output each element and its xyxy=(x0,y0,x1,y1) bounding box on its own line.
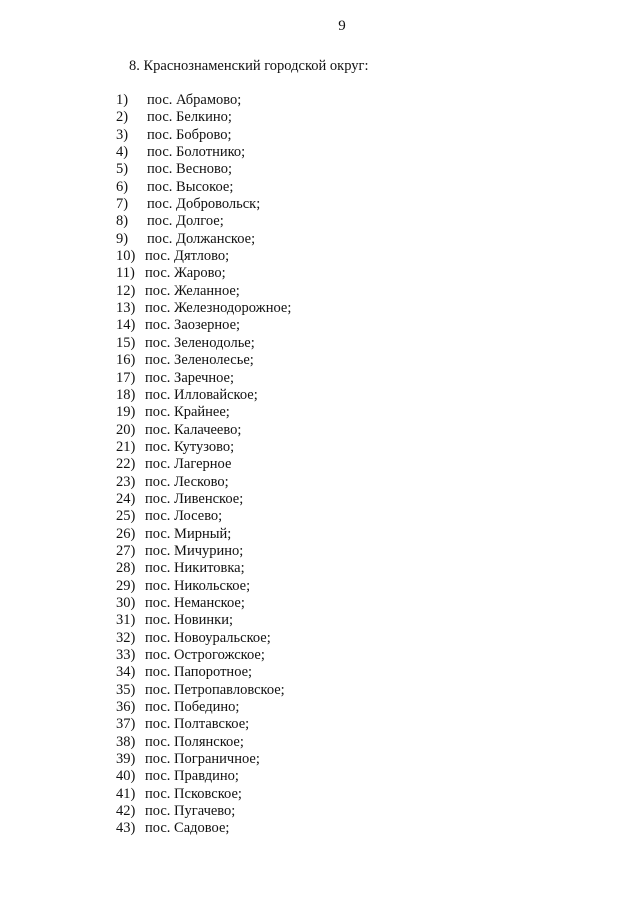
list-item-number: 14) xyxy=(116,317,136,334)
list-item-number: 22) xyxy=(116,456,136,473)
list-item xyxy=(116,422,291,439)
list-item-text: пос. Железнодорожное; xyxy=(145,300,292,317)
list-item xyxy=(116,387,291,404)
list-item xyxy=(116,283,291,300)
list-item-text: пос. Жарово; xyxy=(145,265,226,282)
list-item-text: пос. Ливенское; xyxy=(145,490,244,507)
list-item-number: 7) xyxy=(116,196,129,213)
list-item-text: пос. Новоуральское; xyxy=(145,629,271,646)
list-item-number: 35) xyxy=(116,681,136,698)
list-item xyxy=(116,768,291,785)
list-item-number: 6) xyxy=(116,178,129,195)
list-item-number: 11) xyxy=(116,265,135,282)
list-item-number: 18) xyxy=(116,386,136,403)
list-item xyxy=(116,248,291,265)
list-item-number: 39) xyxy=(116,751,136,768)
list-item-text: пос. Весново; xyxy=(147,161,232,178)
list-item-text: пос. Добровольск; xyxy=(147,196,261,213)
list-item-text: пос. Высокое; xyxy=(147,178,234,195)
list-item-text: пос. Острогожское; xyxy=(145,647,265,663)
list-item-number: 2) xyxy=(116,109,129,126)
list-item xyxy=(116,370,291,387)
list-item-number: 23) xyxy=(116,473,136,490)
list-item xyxy=(116,578,291,595)
list-item-text: пос. Неманское; xyxy=(145,594,245,611)
list-item-number: 32) xyxy=(116,629,136,646)
list-item-number: 29) xyxy=(116,577,136,594)
list-item xyxy=(116,196,291,213)
list-item xyxy=(116,144,291,161)
list-item-text: пос. Никитовка; xyxy=(145,560,245,577)
list-item-text: пос. Пограничное; xyxy=(145,751,260,768)
list-item-text: пос. Кутузово; xyxy=(145,438,235,455)
list-item xyxy=(116,265,291,282)
list-item xyxy=(116,231,291,248)
list-item-text: пос. Дятлово; xyxy=(145,248,230,265)
list-item-text: пос. Абрамово; xyxy=(147,92,242,108)
list-item-text: пос. Садовое; xyxy=(145,820,230,837)
list-item xyxy=(116,612,291,629)
list-item xyxy=(116,803,291,820)
list-item xyxy=(116,664,291,681)
list-item xyxy=(116,352,291,369)
list-item-number: 4) xyxy=(116,144,129,161)
list-item-text: пос. Папоротное; xyxy=(145,664,253,681)
list-item xyxy=(116,560,291,577)
list-item xyxy=(116,335,291,352)
page-number: 9 xyxy=(338,18,346,34)
list-item xyxy=(116,647,291,664)
list-item-number: 17) xyxy=(116,369,136,386)
list-item-text: пос. Заречное; xyxy=(145,369,235,386)
list-item-text: пос. Долгое; xyxy=(147,213,224,230)
list-item-number: 28) xyxy=(116,560,136,577)
list-item xyxy=(116,161,291,178)
list-item-text: пос. Новинки; xyxy=(145,612,233,629)
list-item xyxy=(116,595,291,612)
list-item xyxy=(116,526,291,543)
list-item-text: пос. Мирный; xyxy=(145,525,232,542)
list-item-text: пос. Никольское; xyxy=(145,577,251,594)
list-item xyxy=(116,682,291,699)
list-item xyxy=(116,439,291,456)
list-item-number: 16) xyxy=(116,352,136,369)
list-item-number: 41) xyxy=(116,785,136,802)
list-item xyxy=(116,751,291,768)
list-item-number: 25) xyxy=(116,508,136,525)
settlement-list xyxy=(116,92,291,838)
list-item-text: пос. Лесково; xyxy=(145,473,229,490)
list-item-number: 30) xyxy=(116,594,136,611)
list-item-number: 10) xyxy=(116,248,136,265)
list-item-number: 42) xyxy=(116,803,136,820)
list-item-text: пос. Полтавское; xyxy=(145,716,250,733)
list-item-text: пос. Правдино; xyxy=(145,768,239,785)
list-item-number: 34) xyxy=(116,664,136,681)
list-item-text: пос. Лагерное xyxy=(145,456,232,473)
list-item-number: 5) xyxy=(116,161,129,178)
list-item-number: 20) xyxy=(116,421,136,438)
list-item xyxy=(116,127,291,144)
list-item xyxy=(116,734,291,751)
list-item xyxy=(116,630,291,647)
list-item xyxy=(116,456,291,473)
list-item-text: пос. Мичурино; xyxy=(145,542,244,559)
list-item-number: 8) xyxy=(116,213,129,230)
list-item xyxy=(116,179,291,196)
list-item-number: 33) xyxy=(116,647,136,663)
list-item-text: пос. Белкино; xyxy=(147,109,232,126)
list-item-text: пос. Пугачево; xyxy=(145,803,236,820)
list-item-number: 19) xyxy=(116,404,136,421)
list-item-text: пос. Боброво; xyxy=(147,126,232,143)
list-item-number: 15) xyxy=(116,334,136,351)
list-item xyxy=(116,109,291,126)
list-item-number: 38) xyxy=(116,733,136,750)
list-item xyxy=(116,699,291,716)
list-item-number: 37) xyxy=(116,716,136,733)
list-item-number: 21) xyxy=(116,438,136,455)
list-item-number: 27) xyxy=(116,542,136,559)
list-item-text: пос. Крайнее; xyxy=(145,404,230,421)
list-item-text: пос. Калачеево; xyxy=(145,421,242,438)
list-item xyxy=(116,786,291,803)
list-item-number: 1) xyxy=(116,92,129,108)
section-heading: 8. Краснознаменский городской округ: xyxy=(129,58,369,74)
list-item xyxy=(116,213,291,230)
list-item xyxy=(116,317,291,334)
list-item-number: 24) xyxy=(116,490,136,507)
list-item-number: 36) xyxy=(116,699,136,716)
list-item-text: пос. Петропавловское; xyxy=(145,681,285,698)
list-item-number: 9) xyxy=(116,230,129,247)
list-item xyxy=(116,92,291,109)
list-item-text: пос. Заозерное; xyxy=(145,317,241,334)
list-item xyxy=(116,543,291,560)
list-item xyxy=(116,508,291,525)
list-item-text: пос. Победино; xyxy=(145,699,240,716)
list-item-text: пос. Зеленодолье; xyxy=(145,334,255,351)
list-item xyxy=(116,300,291,317)
list-item-number: 12) xyxy=(116,282,136,299)
list-item-number: 26) xyxy=(116,525,136,542)
list-item-text: пос. Лосево; xyxy=(145,508,223,525)
list-item-text: пос. Болотнико; xyxy=(147,144,246,161)
list-item-text: пос. Зеленолесье; xyxy=(145,352,254,369)
list-item-text: пос. Псковское; xyxy=(145,785,242,802)
list-item-text: пос. Желанное; xyxy=(145,282,240,299)
list-item xyxy=(116,820,291,837)
list-item xyxy=(116,491,291,508)
list-item-number: 13) xyxy=(116,300,136,317)
list-item-text: пос. Полянское; xyxy=(145,733,244,750)
list-item-text: пос. Илловайское; xyxy=(145,386,258,403)
list-item-text: пос. Должанское; xyxy=(147,230,256,247)
list-item xyxy=(116,474,291,491)
list-item-number: 43) xyxy=(116,820,136,837)
list-item-number: 31) xyxy=(116,612,136,629)
list-item-number: 3) xyxy=(116,126,129,143)
list-item-number: 40) xyxy=(116,768,136,785)
list-item xyxy=(116,404,291,421)
list-item xyxy=(116,716,291,733)
